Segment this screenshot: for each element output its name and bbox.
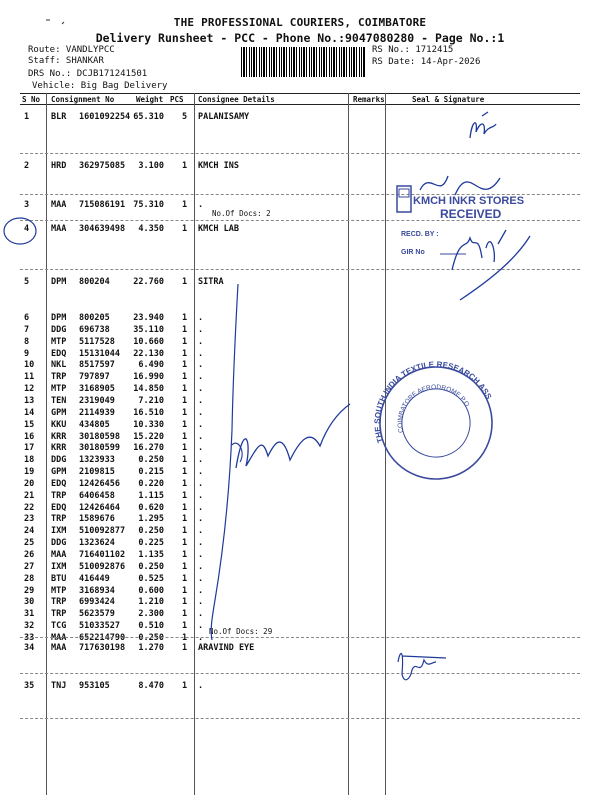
row-consignee: KMCH LAB [198,224,239,234]
row-origin-code: EDQ [51,502,67,513]
row-consignment-no: 6993424 [79,597,115,608]
row-pcs: 1 [182,550,188,560]
row-weight: 8.470 [138,681,164,691]
row-consignment-no: 51033527 [79,621,120,632]
sitra-stamp-inner: COIMBATORE AERODROME P.O [396,383,471,434]
row-consignee: . [198,609,204,620]
row-origin-code: IXM [51,526,67,537]
row-consignee: . [198,526,204,537]
row-consignee: . [198,573,204,584]
row-pcs: 1 [182,526,188,537]
row-consignment-no: 8517597 [79,360,115,371]
row-weight: 7.210 [138,395,164,406]
col-seal-signature: Seal & Signature [412,95,485,104]
row-consignee: . [198,632,204,643]
row-weight: 15.220 [133,431,164,442]
row-weight: 0.510 [138,621,164,632]
row-consignment-no: 5117528 [79,336,115,347]
rs-date: RS Date: 14-Apr-2026 [372,57,481,67]
row-consignee: . [198,384,204,395]
row-origin-code: GPM [51,467,67,478]
row-origin-code: DPM [51,277,67,287]
row-consignee: . [198,407,204,418]
row-origin-code: IXM [51,561,67,572]
row-origin-code: KKU [51,419,67,430]
row-consignment-no: 715086191 [79,200,126,210]
row-pcs: 1 [182,502,188,513]
row-consignment-no: 510092877 [79,526,126,537]
row-pcs: 1 [182,597,188,608]
row-sno: 9 [24,348,30,359]
row-origin-code: MTP [51,585,67,596]
row-consignee: . [198,502,204,513]
row-sno: 25 [24,538,35,549]
route-label: Route: VANDLYPCC [28,45,115,55]
kmch-stamp [397,186,524,256]
row-sno: 4 [24,224,30,234]
row-pcs: 1 [182,407,188,418]
row-consignment-no: 800205 [79,313,110,323]
docs-count-2: No.Of Docs: 29 [209,627,273,636]
row-consignee: . [198,597,204,608]
row-origin-code: TRP [51,514,67,525]
row-weight: 14.850 [133,384,164,395]
row-pcs: 1 [182,324,188,335]
row-sno: 8 [24,336,30,347]
row-weight: 1.135 [138,550,164,560]
row-origin-code: GPM [51,407,67,418]
row-pcs: 1 [182,200,188,210]
row-origin-code: MAA [51,200,67,210]
row-consignment-no: 3168934 [79,585,115,596]
row-weight: 0.250 [138,632,164,643]
row-weight: 3.100 [138,161,164,171]
docs-count-1: No.Of Docs: 2 [212,209,271,218]
row-consignment-no: 1323624 [79,538,115,549]
row-weight: 0.250 [138,526,164,537]
row-consignee: . [198,336,204,347]
row-consignment-no: 2109815 [79,467,115,478]
row-pcs: 1 [182,443,188,454]
col-consignment: Consignment No [51,95,115,104]
row-sno: 12 [24,384,35,395]
row-pcs: 1 [182,431,188,442]
row-weight: 16.990 [133,372,164,383]
row-pcs: 1 [182,643,188,653]
row-consignee: . [198,550,204,560]
row-consignee: . [198,455,204,466]
row-pcs: 5 [182,112,188,122]
row-consignee: . [198,561,204,572]
row-origin-code: BLR [51,112,67,122]
row-sno: 1 [24,112,30,122]
row-sno: 20 [24,478,35,489]
row-origin-code: DDG [51,324,67,335]
row-consignment-no: 1601092254 [79,112,131,122]
row-pcs: 1 [182,455,188,466]
row-sno: 10 [24,360,35,371]
sitra-round-stamp [0,7,517,660]
signature-sitra [236,404,350,468]
row-consignee: . [198,372,204,383]
row-pcs: 1 [182,478,188,489]
row-consignment-no: 416449 [79,573,110,584]
row-consignee: SITRA [198,277,224,287]
row-pcs: 1 [182,609,188,620]
row-sno: 15 [24,419,35,430]
row-weight: 23.940 [133,313,164,323]
svg-text:THE SOUTH INDIA TEXTILE RESEAR [0,7,494,610]
row-pcs: 1 [182,538,188,549]
row-sno: 19 [24,467,35,478]
signature-row1 [470,112,496,138]
col-consignee: Consignee Details [198,95,275,104]
row-consignee: . [198,585,204,596]
row-pcs: 1 [182,336,188,347]
row-weight: 1.295 [138,514,164,525]
row-consignee: . [198,514,204,525]
row-consignment-no: 800204 [79,277,110,287]
row-weight: 1.115 [138,490,164,501]
row-pcs: 1 [182,348,188,359]
row-sno: 26 [24,550,35,560]
row-pcs: 1 [182,161,188,171]
row-consignment-no: 5623579 [79,609,115,620]
row-consignee: . [198,313,204,323]
kmch-stamp-line1: KMCH INKR STORES [413,195,525,207]
row-origin-code: MTP [51,384,67,395]
row-consignee: . [198,324,204,335]
sitra-stamp-text: THE SOUTH INDIA TEXTILE RESEARCH ASSOCIATION [372,359,494,444]
signature-aravind [398,653,446,679]
row-consignment-no: 12426464 [79,502,120,513]
row-pcs: 1 [182,372,188,383]
row-origin-code: MAA [51,550,67,560]
row-weight: 65.310 [133,112,164,122]
drs-number: DRS No.: DCJB171241501 [28,69,148,79]
row-sno: 2 [24,161,30,171]
row-sno: 7 [24,324,30,335]
row-origin-code: DPM [51,313,67,323]
row-consignee: . [198,681,204,691]
kmch-stamp-line2: RECEIVED [440,207,502,221]
row-pcs: 1 [182,632,188,643]
row-weight: 6.490 [138,360,164,371]
row-consignee: . [198,348,204,359]
row-origin-code: DDG [51,538,67,549]
row-consignment-no: 30180598 [79,431,120,442]
gir-no-label: GIR No [401,249,425,256]
row-pcs: 1 [182,585,188,596]
row-consignee: . [198,478,204,489]
row-consignee: PALANISAMY [198,112,250,122]
row-consignee: . [198,467,204,478]
row-pcs: 1 [182,490,188,501]
row-consignment-no: 30180599 [79,443,120,454]
row-origin-code: HRD [51,161,67,171]
row-sno: 6 [24,313,30,323]
row-origin-code: NKL [51,360,67,371]
row-consignment-no: 1589676 [79,514,115,525]
recd-by-label: RECD. BY : [401,231,439,238]
row-origin-code: MAA [51,632,67,643]
row-weight: 0.220 [138,478,164,489]
row-consignee: . [198,490,204,501]
row-weight: 75.310 [133,200,164,210]
vehicle-label: Vehicle: Big Bag Delivery [32,81,168,91]
row-sno: 31 [24,609,35,620]
row-weight: 10.330 [133,419,164,430]
row-weight: 22.130 [133,348,164,359]
row-weight: 35.110 [133,324,164,335]
row-weight: 1.270 [138,643,164,653]
row-origin-code: EDQ [51,348,67,359]
row-weight: 10.660 [133,336,164,347]
row-consignee: . [198,200,204,210]
row-pcs: 1 [182,467,188,478]
row-pcs: 1 [182,277,188,287]
row-sno: 24 [24,526,35,537]
bracket-line [211,284,238,640]
row-sno: 35 [24,681,35,691]
row-consignment-no: 797897 [79,372,110,383]
row-consignee: ARAVIND EYE [198,643,255,653]
row-consignment-no: 362975085 [79,161,126,171]
row-consignment-no: 696738 [79,324,110,335]
row-consignee: . [198,419,204,430]
row-origin-code: TCG [51,621,67,632]
row-consignment-no: 12426456 [79,478,120,489]
row-origin-code: MTP [51,336,67,347]
row-origin-code: TNJ [51,681,67,691]
row-consignee: . [198,538,204,549]
row-consignee: . [198,621,204,632]
row-origin-code: TRP [51,597,67,608]
row-sno: 23 [24,514,35,525]
row-consignment-no: 510092876 [79,561,126,572]
row-sno: 11 [24,372,35,383]
row-consignment-no: 652214790 [79,632,126,643]
row-pcs: 1 [182,313,188,323]
row-sno: 33 [24,632,35,643]
row-consignee: KMCH INS [198,161,239,171]
staff-label: Staff: SHANKAR [28,56,104,66]
row-origin-code: TRP [51,372,67,383]
rs-number: RS No.: 1712415 [372,45,454,55]
row-origin-code: EDQ [51,478,67,489]
row-weight: 0.525 [138,573,164,584]
row-sno: 32 [24,621,35,632]
row-weight: 16.270 [133,443,164,454]
row-consignment-no: 716401102 [79,550,126,560]
row-sno: 28 [24,573,35,584]
col-weight: Weight [136,95,164,104]
row-sno: 21 [24,490,35,501]
col-sno: S No [22,95,41,104]
row-consignment-no: 15131044 [79,348,120,359]
row-weight: 2.300 [138,609,164,620]
row-consignment-no: 6406458 [79,490,115,501]
row-weight: 0.215 [138,467,164,478]
row-weight: 0.620 [138,502,164,513]
col-pcs: PCS [170,95,184,104]
row-pcs: 1 [182,621,188,632]
row-consignment-no: 2319049 [79,395,115,406]
row-consignment-no: 717630198 [79,643,126,653]
row-sno: 22 [24,502,35,513]
row-sno: 3 [24,200,30,210]
row-sno: 17 [24,443,35,454]
row-weight: 0.600 [138,585,164,596]
row-consignee: . [198,443,204,454]
row-consignment-no: 1323933 [79,455,115,466]
row-pcs: 1 [182,384,188,395]
runsheet-subtitle: Delivery Runsheet - PCC - Phone No.:9047080280 - Page No.:1 [95,31,505,45]
row-weight: 22.760 [133,277,164,287]
row-weight: 16.510 [133,407,164,418]
col-remarks: Remarks [353,95,385,104]
row-pcs: 1 [182,561,188,572]
row-sno: 27 [24,561,35,572]
row-sno: 30 [24,597,35,608]
row-origin-code: DDG [51,455,67,466]
row-consignment-no: 434805 [79,419,110,430]
row-pcs: 1 [182,681,188,691]
row-consignment-no: 953105 [79,681,110,691]
row-origin-code: KRR [51,443,67,454]
row-sno: 34 [24,643,35,653]
row-origin-code: TEN [51,395,67,406]
row-origin-code: BTU [51,573,67,584]
row-origin-code: KRR [51,431,67,442]
row-sno: 13 [24,395,35,406]
row-sno: 18 [24,455,35,466]
row-consignee: . [198,431,204,442]
row-origin-code: MAA [51,643,67,653]
company-title: THE PROFESSIONAL COURIERS, COIMBATORE [173,16,427,29]
row-sno: 16 [24,431,35,442]
row-consignee: . [198,395,204,406]
row-pcs: 1 [182,224,188,234]
row-weight: 4.350 [138,224,164,234]
row-weight: 1.210 [138,597,164,608]
row-consignment-no: 2114939 [79,407,115,418]
row-pcs: 1 [182,360,188,371]
row-pcs: 1 [182,395,188,406]
row-pcs: 1 [182,419,188,430]
row-consignee: . [198,360,204,371]
row-origin-code: MAA [51,224,67,234]
row-sno: 29 [24,585,35,596]
row-origin-code: TRP [51,609,67,620]
row-weight: 0.250 [138,561,164,572]
row-weight: 0.250 [138,455,164,466]
row-pcs: 1 [182,514,188,525]
row-origin-code: TRP [51,490,67,501]
row-consignment-no: 304639498 [79,224,126,234]
row-consignment-no: 3168905 [79,384,115,395]
row-sno: 5 [24,277,30,287]
row-sno: 14 [24,407,35,418]
row-weight: 0.225 [138,538,164,549]
row-pcs: 1 [182,573,188,584]
row-4-circle [4,218,36,244]
